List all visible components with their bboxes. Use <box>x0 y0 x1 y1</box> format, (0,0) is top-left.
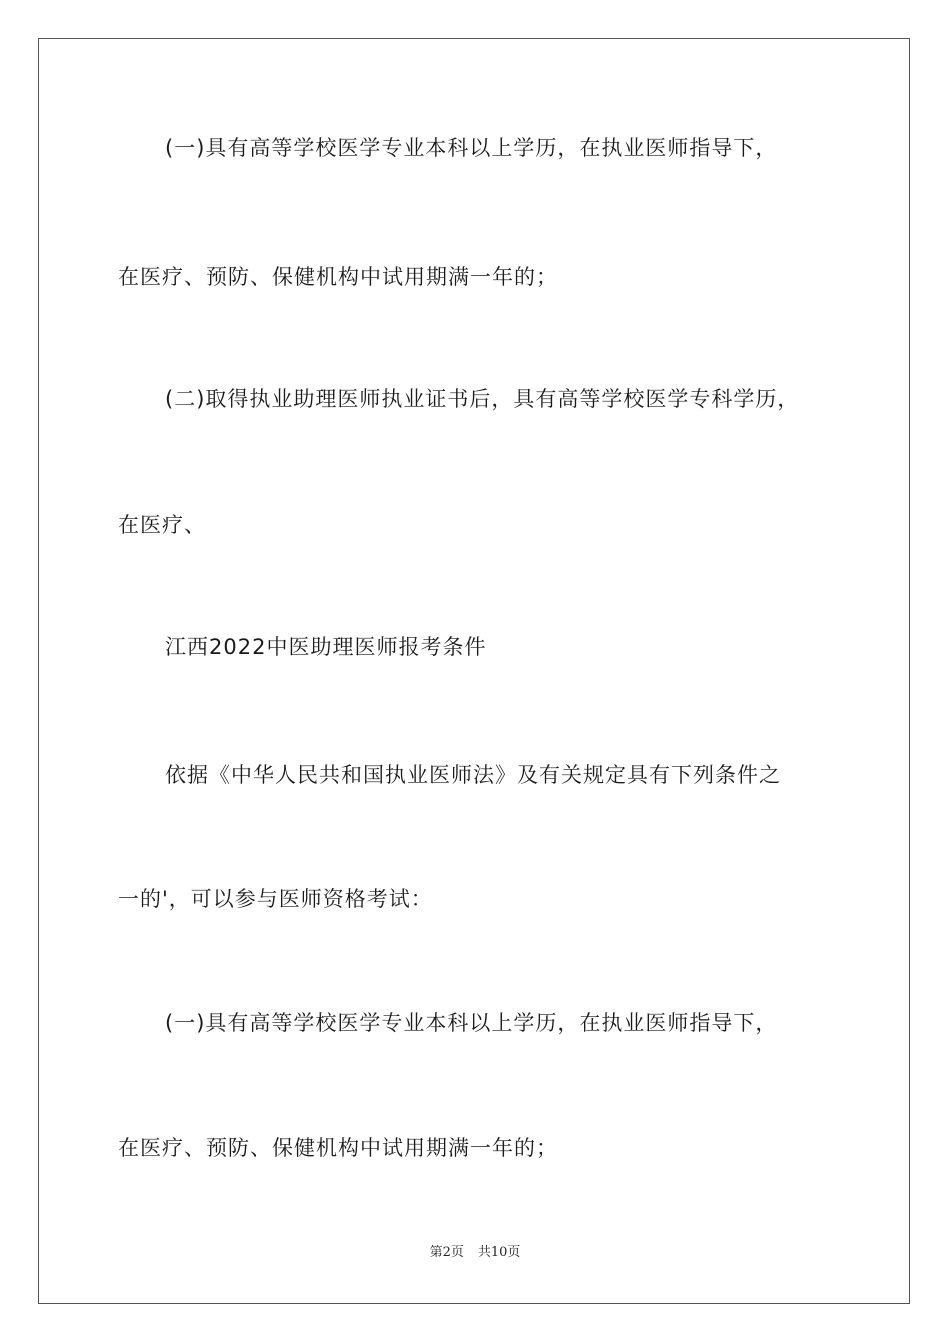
page-frame <box>38 38 910 1304</box>
body-line-3: (二)取得执业助理医师执业证书后，具有高等学校医学专科学历， <box>165 387 800 411</box>
body-line-2: 在医疗、预防、保健机构中试用期满一年的； <box>118 265 558 289</box>
body-line-8: (一)具有高等学校医学专业本科以上学历，在执业医师指导下， <box>165 1011 778 1035</box>
body-line-9: 在医疗、预防、保健机构中试用期满一年的； <box>118 1136 558 1160</box>
body-line-7: 一的'，可以参与医师资格考试： <box>118 887 433 911</box>
total-pages-label: 共10页 <box>477 1245 521 1260</box>
page-footer <box>0 1244 950 1262</box>
body-line-4: 在医疗、 <box>118 513 206 537</box>
body-line-6: 依据《中华人民共和国执业医师法》及有关规定具有下列条件之 <box>165 763 781 787</box>
section-heading: 江西2022中医助理医师报考条件 <box>165 635 487 659</box>
current-page-label: 第2页 <box>429 1245 464 1260</box>
body-line-1: (一)具有高等学校医学专业本科以上学历，在执业医师指导下， <box>165 136 778 160</box>
